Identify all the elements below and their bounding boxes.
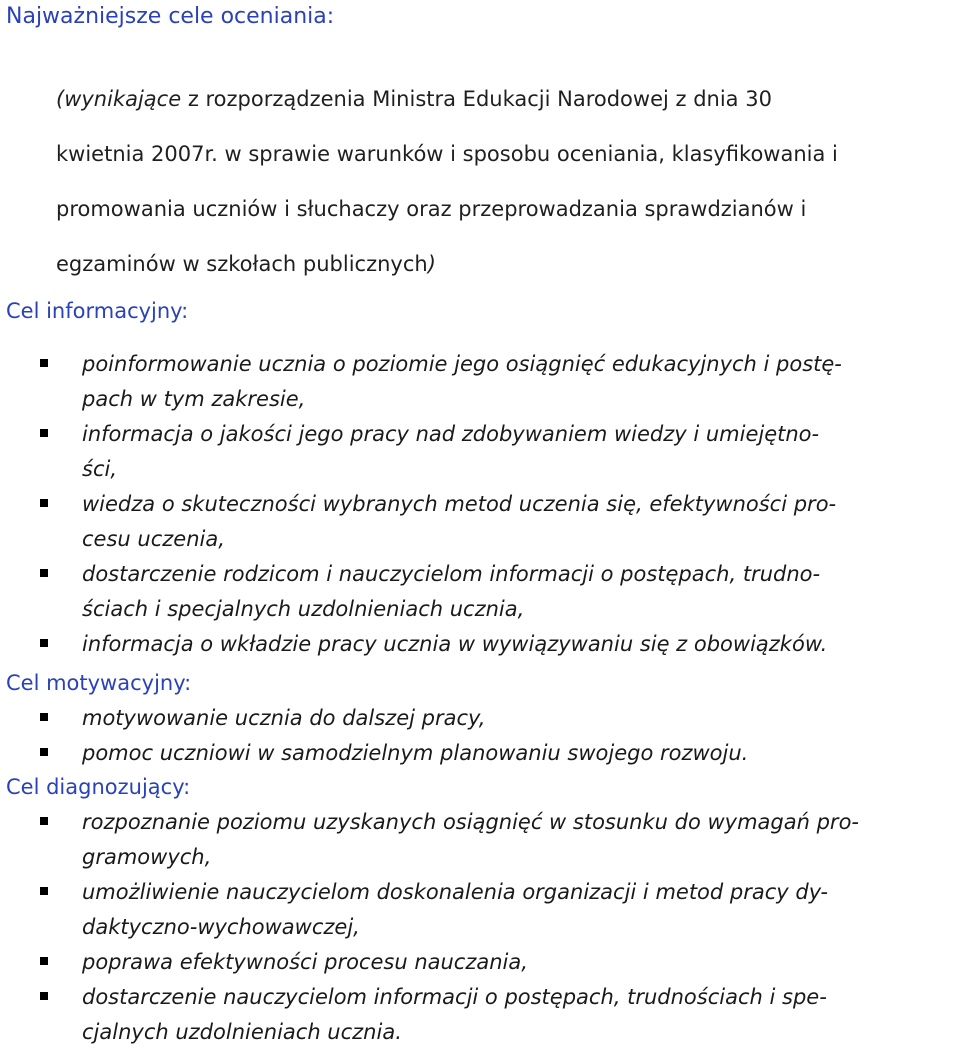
section-heading-diagnozujacy: Cel diagnozujący:	[6, 775, 191, 799]
list-item-text: dostarczenie rodzicom i nauczycielom informacji o postępach, trudno-	[82, 562, 821, 586]
list-item	[0, 417, 960, 487]
list-item-text: pomoc uczniowi w samodzielnym planowaniu swojego rozwoju.	[82, 741, 749, 765]
list-item-text: informacja o wkładzie pracy ucznia w wywiązywaniu się z obowiązków.	[82, 632, 828, 656]
square-bullet-icon	[40, 748, 48, 756]
list-item-text: cjalnych uzdolnieniach ucznia.	[82, 1020, 402, 1044]
intro-line: egzaminów w szkołach publicznych)	[56, 252, 436, 276]
square-bullet-icon	[40, 429, 48, 437]
square-bullet-icon	[40, 957, 48, 965]
list-item	[0, 736, 960, 771]
list-item-text: cesu uczenia,	[82, 527, 225, 551]
list-item-text: rozpoznanie poziomu uzyskanych osiągnięć w stosunku do wymagań pro-	[82, 810, 859, 834]
list-item	[0, 945, 960, 980]
bullet-list-informacyjny	[0, 347, 960, 662]
list-item-text: gramowych,	[82, 845, 212, 869]
bullet-list-motywacyjny	[0, 701, 960, 771]
square-bullet-icon	[40, 639, 48, 647]
list-item	[0, 487, 960, 557]
intro-line: kwietnia 2007r. w sprawie warunków i sposobu oceniania, klasyfikowania i	[56, 142, 838, 166]
list-item-text: motywowanie ucznia do dalszej pracy,	[82, 706, 486, 730]
square-bullet-icon	[40, 992, 48, 1000]
list-item	[0, 805, 960, 875]
square-bullet-icon	[40, 499, 48, 507]
intro-paragraph	[56, 72, 956, 292]
list-item-text: wiedza o skuteczności wybranych metod uczenia się, efektywności pro-	[82, 492, 837, 516]
list-item	[0, 347, 960, 417]
list-item-text: pach w tym zakresie,	[82, 387, 306, 411]
section-heading-motywacyjny: Cel motywacyjny:	[6, 671, 192, 695]
intro-line: promowania uczniów i słuchaczy oraz przeprowadzania sprawdzianów i	[56, 197, 807, 221]
list-item-text: informacja o jakości jego pracy nad zdobywaniem wiedzy i umiejętno-	[82, 422, 820, 446]
square-bullet-icon	[40, 713, 48, 721]
list-item-text: daktyczno-wychowawczej,	[82, 915, 360, 939]
square-bullet-icon	[40, 887, 48, 895]
list-item-text: ściach i specjalnych uzdolnieniach ucznia,	[82, 597, 525, 621]
list-item	[0, 701, 960, 736]
list-item	[0, 980, 960, 1050]
list-item-text: dostarczenie nauczycielom informacji o postępach, trudnościach i spe-	[82, 985, 827, 1009]
intro-line: (wynikające z rozporządzenia Ministra Edukacji Narodowej z dnia 30	[56, 87, 772, 111]
section-heading-informacyjny: Cel informacyjny:	[6, 299, 189, 323]
list-item	[0, 557, 960, 627]
list-item-text: ści,	[82, 457, 117, 481]
square-bullet-icon	[40, 569, 48, 577]
bullet-list-diagnozujacy	[0, 805, 960, 1050]
list-item	[0, 627, 960, 662]
list-item-text: poprawa efektywności procesu nauczania,	[82, 950, 528, 974]
list-item	[0, 875, 960, 945]
list-item-text: poinformowanie ucznia o poziomie jego osiągnięć edukacyjnych i postę-	[82, 352, 842, 376]
square-bullet-icon	[40, 817, 48, 825]
list-item-text: umożliwienie nauczycielom doskonalenia organizacji i metod pracy dy-	[82, 880, 828, 904]
square-bullet-icon	[40, 359, 48, 367]
document-title: Najważniejsze cele oceniania:	[6, 4, 335, 29]
